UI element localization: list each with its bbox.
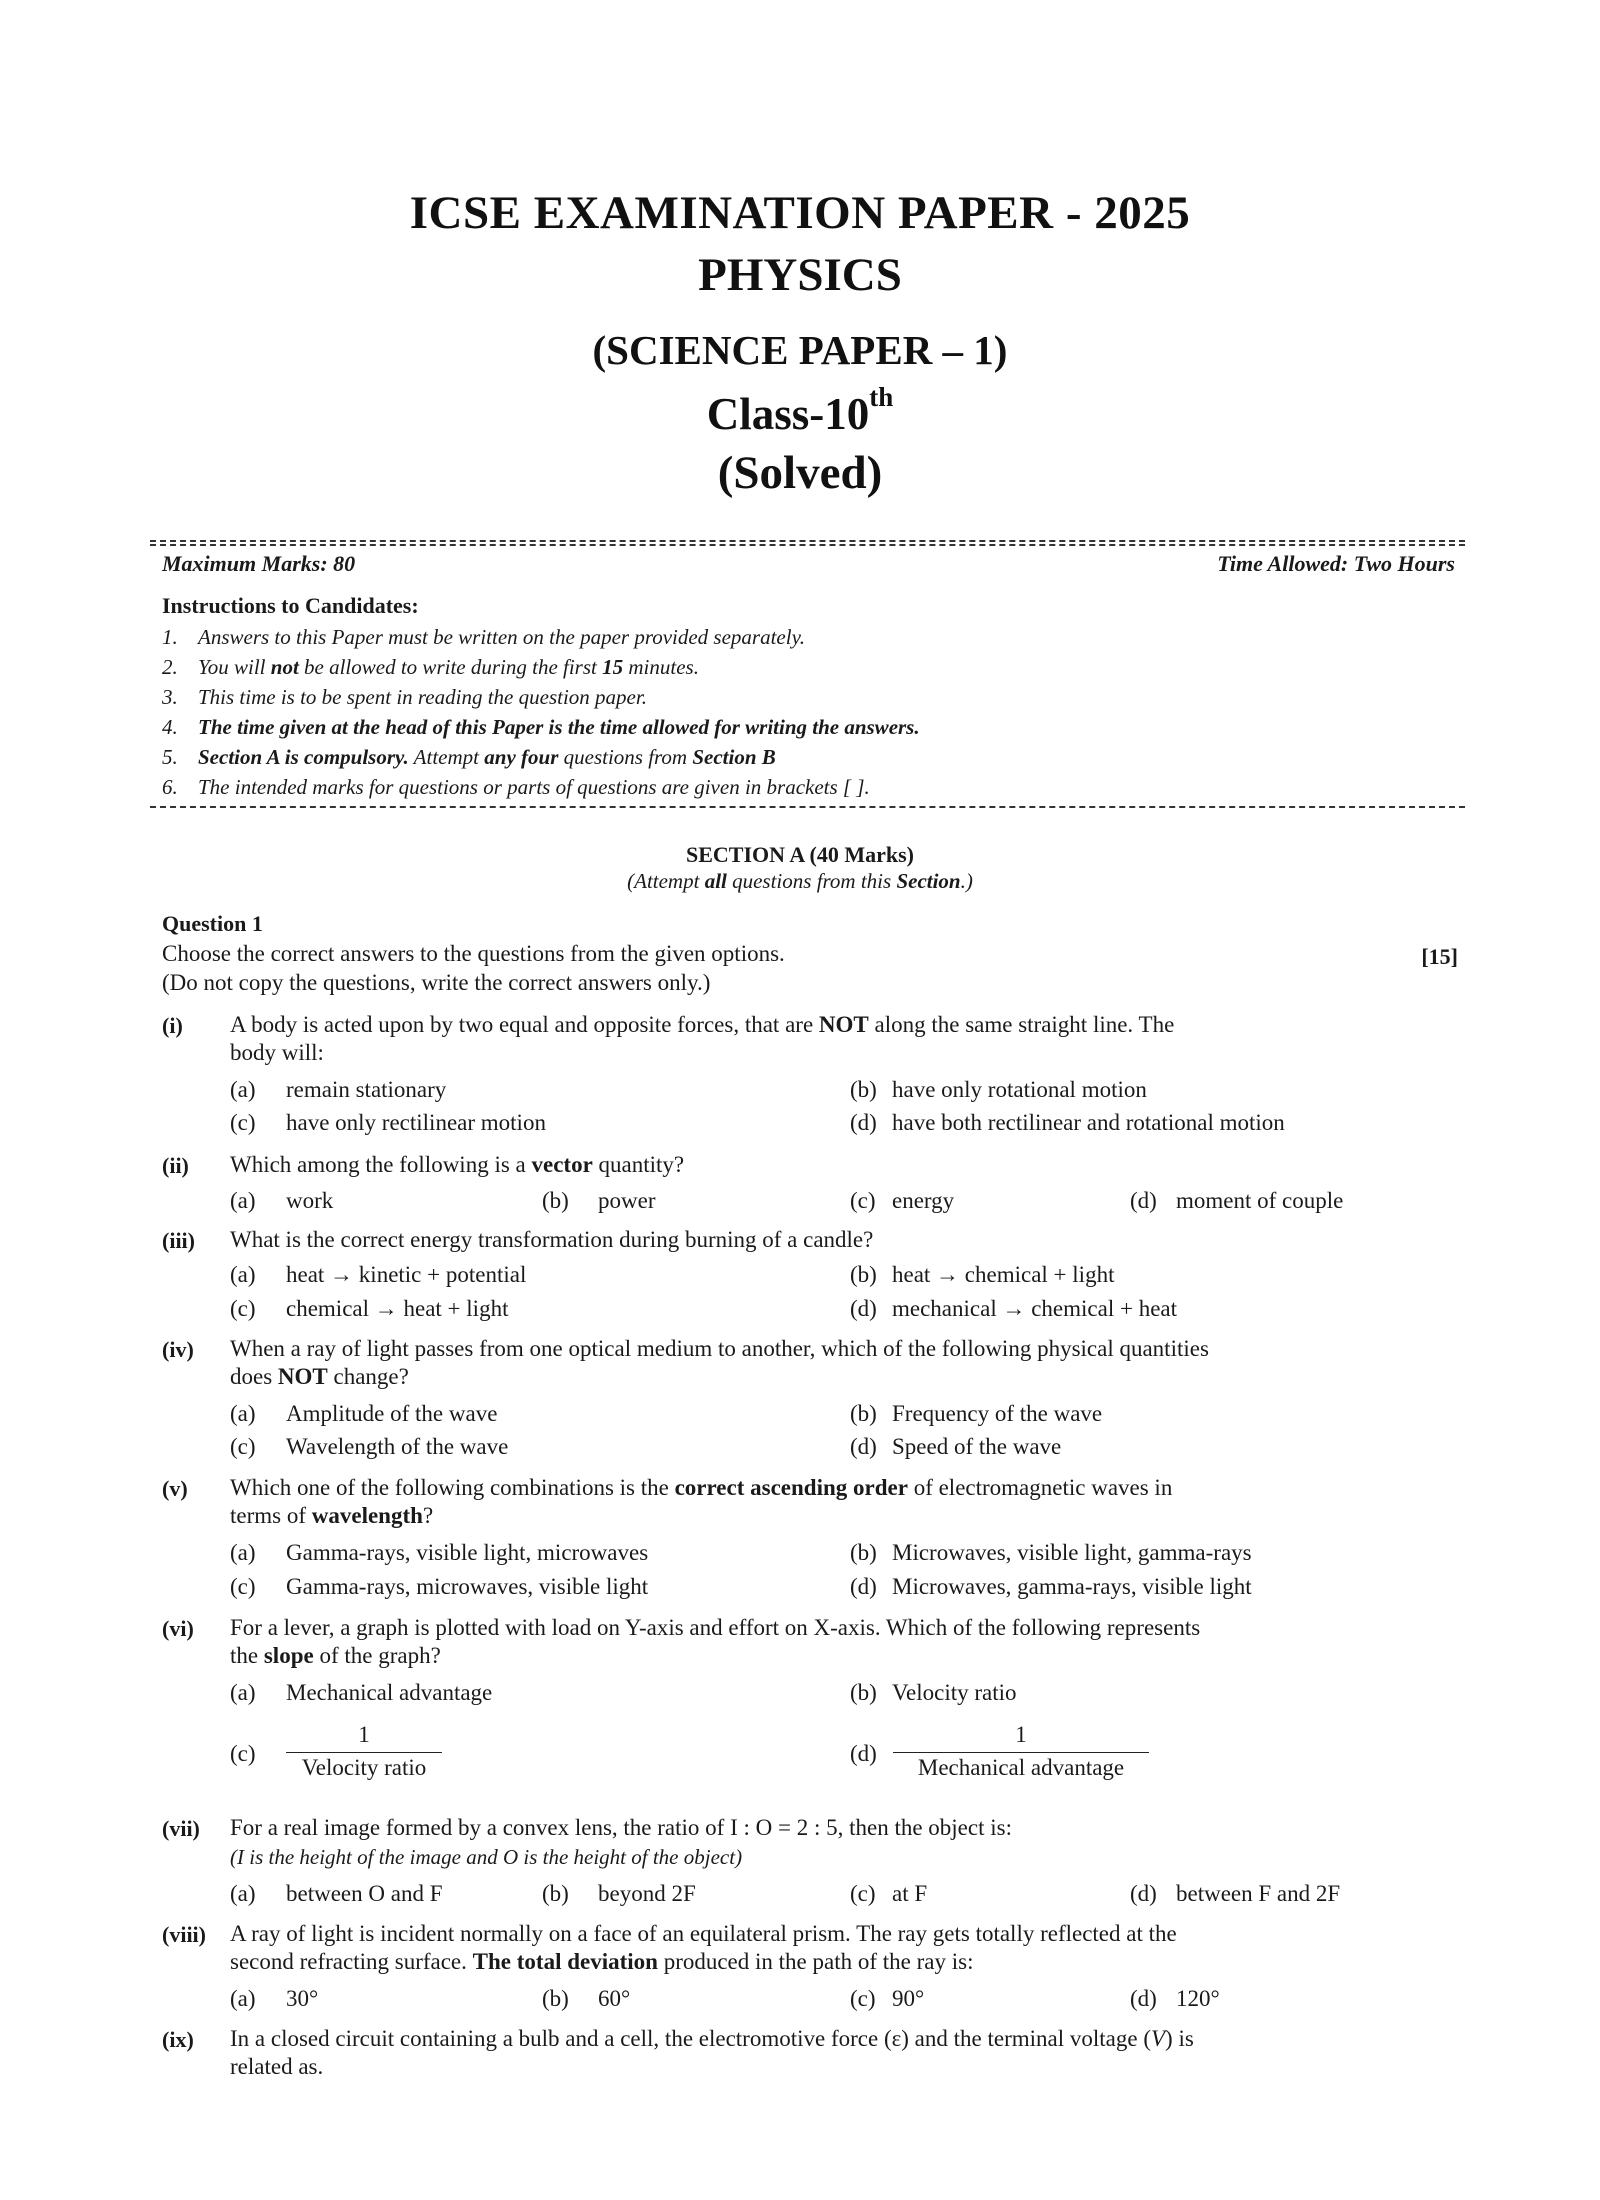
question-number: (vii)	[162, 1816, 200, 1841]
question-text: When a ray of light passes from one optical medium to another, which of the following physical quantities	[230, 1336, 1209, 1361]
instructions-heading: Instructions to Candidates:	[162, 593, 419, 618]
option-b: (b) have only rotational motion	[850, 1077, 1147, 1102]
question-text: In a closed circuit containing a bulb and a cell, the electromotive force (ε) and the terminal voltage (V) is	[230, 2026, 1194, 2051]
question-number: (ix)	[162, 2027, 194, 2052]
section-subheading: (Attempt all questions from this Section.)	[627, 869, 973, 893]
option-a: (a) remain stationary	[230, 1077, 447, 1102]
option-a: (a) Gamma-rays, visible light, microwaves	[230, 1540, 649, 1565]
paper-title: (SCIENCE PAPER – 1)	[592, 327, 1008, 373]
option-c: (c)	[230, 1741, 256, 1766]
divider	[150, 806, 1465, 808]
question-number: (iii)	[162, 1228, 195, 1253]
time-allowed: Time Allowed: Two Hours	[1217, 551, 1455, 576]
instruction-item: 5. Section A is compulsory. Attempt any four questions from Section B	[162, 745, 776, 769]
question-note: (I is the height of the image and O is the height of the object)	[230, 1845, 743, 1869]
exam-title: ICSE EXAMINATION PAPER - 2025	[409, 187, 1191, 239]
solved-title: (Solved)	[717, 447, 883, 499]
subject-title: PHYSICS	[698, 249, 902, 301]
question-number: (ii)	[162, 1153, 189, 1178]
question-instruction: Choose the correct answers to the questions from the given options.	[162, 941, 785, 966]
question-text: second refracting surface. The total deviation produced in the path of the ray is:	[230, 1949, 974, 1974]
option-c: (c) have only rectilinear motion	[230, 1110, 546, 1135]
question-text: does NOT change?	[230, 1364, 409, 1389]
option-a: (a) heat → kinetic + potential	[230, 1262, 527, 1287]
fraction-option-c: 1 Velocity ratio	[286, 1722, 442, 1781]
question-text: related as.	[230, 2054, 324, 2079]
marks-badge: [15]	[1421, 944, 1458, 969]
question-text: What is the correct energy transformation during burning of a candle?	[230, 1227, 874, 1252]
question-text: the slope of the graph?	[230, 1643, 441, 1668]
option-d: (d) have both rectilinear and rotational motion	[850, 1110, 1285, 1135]
question-text: terms of wavelength?	[230, 1503, 434, 1528]
fraction-option-d: 1 Mechanical advantage	[893, 1722, 1149, 1781]
option-b: (b) power	[542, 1188, 656, 1213]
question-text: body will:	[230, 1040, 324, 1065]
question-heading: Question 1	[162, 911, 263, 936]
question-text: Which one of the following combinations is the correct ascending order of electromagnetic waves in	[230, 1475, 1173, 1500]
question-number: (viii)	[162, 1922, 206, 1947]
question-text: For a real image formed by a convex lens, the ratio of I : O = 2 : 5, then the object is:	[230, 1815, 1012, 1840]
option-d: (d) Speed of the wave	[850, 1434, 1062, 1459]
option-d: (d) moment of couple	[1130, 1188, 1344, 1213]
option-c: (c) Wavelength of the wave	[230, 1434, 509, 1459]
divider	[150, 544, 1465, 546]
option-c: (c) chemical → heat + light	[230, 1296, 509, 1321]
option-b: (b) 60°	[542, 1986, 631, 2011]
question-instruction: (Do not copy the questions, write the correct answers only.)	[162, 970, 711, 995]
option-d: (d) Microwaves, gamma-rays, visible light	[850, 1574, 1252, 1599]
question-number: (v)	[162, 1476, 188, 1501]
question-text: For a lever, a graph is plotted with load on Y-axis and effort on X-axis. Which of the following represents	[230, 1615, 1201, 1640]
option-b: (b) Velocity ratio	[850, 1680, 1017, 1705]
section-heading: SECTION A (40 Marks)	[686, 842, 914, 867]
question-text: Which among the following is a vector quantity?	[230, 1152, 685, 1177]
question-number: (iv)	[162, 1337, 194, 1362]
option-d: (d)	[850, 1741, 877, 1766]
option-a: (a) Amplitude of the wave	[230, 1401, 498, 1426]
instruction-item: 2. You will not be allowed to write during the first 15 minutes.	[162, 655, 699, 679]
max-marks: Maximum Marks: 80	[162, 551, 356, 576]
option-d: (d) mechanical → chemical + heat	[850, 1296, 1177, 1321]
instruction-item: 3. This time is to be spent in reading the question paper.	[162, 685, 647, 709]
option-d: (d) 120°	[1130, 1986, 1220, 2011]
option-c: (c) 90°	[850, 1986, 925, 2011]
option-a: (a) work	[230, 1188, 334, 1213]
instruction-item: 6. The intended marks for questions or parts of questions are given in brackets [ ].	[162, 775, 870, 799]
class-title: Class-10th	[706, 382, 894, 439]
option-d: (d) between F and 2F	[1130, 1881, 1341, 1906]
option-b: (b) Microwaves, visible light, gamma-rays	[850, 1540, 1252, 1565]
question-number: (i)	[162, 1013, 183, 1038]
option-a: (a) 30°	[230, 1986, 319, 2011]
option-c: (c) energy	[850, 1188, 955, 1213]
question-number: (vi)	[162, 1616, 194, 1641]
option-b: (b) Frequency of the wave	[850, 1401, 1103, 1426]
instruction-item: 1. Answers to this Paper must be written on the paper provided separately.	[162, 625, 806, 649]
option-a: (a) between O and F	[230, 1881, 443, 1906]
question-text: A ray of light is incident normally on a face of an equilateral prism. The ray gets totally reflected at the	[230, 1921, 1177, 1946]
option-b: (b) beyond 2F	[542, 1881, 696, 1906]
option-c: (c) at F	[850, 1881, 928, 1906]
option-c: (c) Gamma-rays, microwaves, visible light	[230, 1574, 649, 1599]
question-text: A body is acted upon by two equal and opposite forces, that are NOT along the same straight line. The	[230, 1012, 1175, 1037]
option-a: (a) Mechanical advantage	[230, 1680, 493, 1705]
divider	[150, 540, 1465, 542]
option-b: (b) heat → chemical + light	[850, 1262, 1115, 1287]
instruction-item: 4. The time given at the head of this Paper is the time allowed for writing the answers.	[162, 715, 920, 739]
